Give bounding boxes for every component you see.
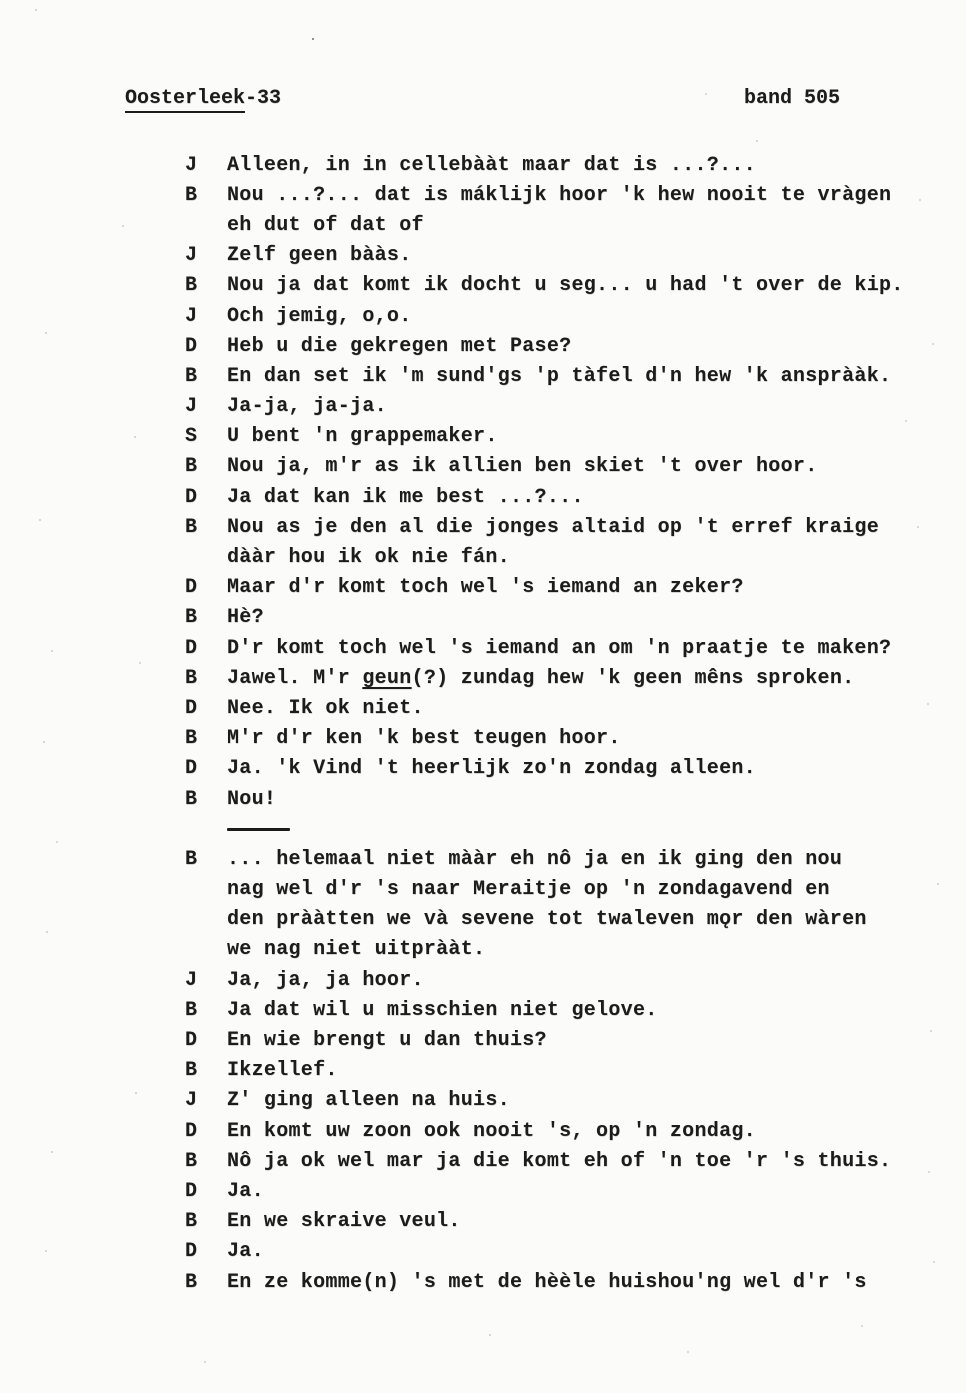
utterance-text: dààr hou ik ok nie fán. bbox=[227, 546, 510, 570]
page-title bbox=[125, 86, 281, 112]
utterance-text: D'r komt toch wel 's iemand an om 'n praatje te maken? bbox=[227, 636, 892, 660]
speaker-label: B bbox=[185, 1210, 198, 1234]
speaker-label: J bbox=[185, 968, 198, 992]
utterance-text: Nee. Ik ok niet. bbox=[227, 696, 424, 720]
transcript-row bbox=[0, 361, 966, 391]
transcript-row bbox=[0, 1267, 966, 1297]
speaker-label: D bbox=[185, 696, 198, 720]
speaker-label: D bbox=[185, 757, 198, 781]
transcript-row bbox=[0, 935, 966, 965]
utterance-text: Maar d'r komt toch wel 's iemand an zeker? bbox=[227, 576, 744, 600]
utterance-text: Ja. bbox=[227, 1179, 264, 1203]
transcript-row bbox=[0, 1207, 966, 1237]
transcript-row bbox=[0, 512, 966, 542]
speaker-label: D bbox=[185, 485, 198, 509]
speaker-label: B bbox=[185, 183, 198, 207]
speaker-label: B bbox=[185, 787, 198, 811]
transcript-row bbox=[0, 784, 966, 814]
utterance-text: we nag niet uitprààt. bbox=[227, 938, 486, 962]
speaker-label: B bbox=[185, 274, 198, 298]
utterance-text: Ja dat wil u misschien niet gelove. bbox=[227, 998, 658, 1022]
transcript-row bbox=[0, 392, 966, 422]
utterance-text: nag wel d'r 's naar Meraitje op 'n zondagavend en bbox=[227, 878, 830, 902]
band-number: band 505 bbox=[744, 87, 841, 110]
section-divider bbox=[227, 828, 290, 831]
transcript-row bbox=[0, 331, 966, 361]
transcript-row bbox=[0, 905, 966, 935]
utterance-text: Heb u die gekregen met Pase? bbox=[227, 334, 572, 358]
transcript-row bbox=[0, 241, 966, 271]
transcript-row bbox=[0, 754, 966, 784]
speaker-label: B bbox=[185, 364, 198, 388]
utterance-text: Ja, ja, ja hoor. bbox=[227, 968, 424, 992]
speaker-label: J bbox=[185, 153, 198, 177]
transcript-row bbox=[0, 210, 966, 240]
utterance-text: Och jemig, o,o. bbox=[227, 304, 412, 328]
speaker-label: S bbox=[185, 425, 198, 449]
section-divider-row bbox=[0, 814, 966, 844]
transcript-row bbox=[0, 1116, 966, 1146]
utterance-text: Nou! bbox=[227, 787, 277, 811]
speaker-label: B bbox=[185, 847, 198, 871]
speaker-label: D bbox=[185, 1119, 198, 1143]
speaker-label: B bbox=[185, 455, 198, 479]
utterance-text: Nou ja, m'r as ik allien ben skiet 't over hoor. bbox=[227, 455, 818, 479]
utterance-text: Nou ja dat komt ik docht u seg... u had 't over de kip. bbox=[227, 274, 904, 298]
transcript-row bbox=[0, 542, 966, 572]
utterance-text: Nou as je den al die jonges altaid op 't erref kraige bbox=[227, 515, 880, 539]
transcript-row bbox=[0, 1025, 966, 1055]
transcript-row bbox=[0, 844, 966, 874]
utterance-text: Alleen, in in cellebààt maar dat is ...?... bbox=[227, 153, 756, 177]
utterance-text: Zelf geen bààs. bbox=[227, 244, 412, 268]
speaker-label: B bbox=[185, 515, 198, 539]
speaker-label: B bbox=[185, 1270, 198, 1294]
speaker-label: D bbox=[185, 636, 198, 660]
transcript-row bbox=[0, 603, 966, 633]
speaker-label: D bbox=[185, 1029, 198, 1053]
utterance-text: eh dut of dat of bbox=[227, 213, 424, 237]
transcript-row bbox=[0, 422, 966, 452]
transcript-row bbox=[0, 573, 966, 603]
transcript-row bbox=[0, 633, 966, 663]
page-title-main: Oosterleek bbox=[125, 87, 245, 113]
utterance-text: En we skraive veul. bbox=[227, 1210, 461, 1234]
speaker-label: B bbox=[185, 727, 198, 751]
utterance-text: M'r d'r ken 'k best teugen hoor. bbox=[227, 727, 621, 751]
utterance-text: Ikzellef. bbox=[227, 1059, 338, 1083]
speaker-label: J bbox=[185, 304, 198, 328]
transcript-row bbox=[0, 995, 966, 1025]
transcript-row bbox=[0, 875, 966, 905]
speaker-label: B bbox=[185, 606, 198, 630]
utterance-text bbox=[227, 667, 966, 690]
utterance-text: Ja. 'k Vind 't heerlijk zo'n zondag alleen. bbox=[227, 757, 756, 781]
transcript-row bbox=[0, 1176, 966, 1206]
transcript-row bbox=[0, 271, 966, 301]
utterance-segment: (?) zundag hew 'k geen mêns sproken. bbox=[411, 666, 855, 690]
transcript-row bbox=[0, 452, 966, 482]
speaker-label: D bbox=[185, 576, 198, 600]
transcript-row bbox=[0, 1086, 966, 1116]
transcript-row bbox=[0, 1237, 966, 1267]
transcript-row bbox=[0, 1056, 966, 1086]
transcript-row bbox=[0, 724, 966, 754]
transcript bbox=[0, 150, 966, 1297]
transcript-row bbox=[0, 1146, 966, 1176]
utterance-segment: Jawel. M'r bbox=[227, 666, 363, 690]
transcript-row bbox=[0, 663, 966, 693]
transcript-row bbox=[0, 482, 966, 512]
speaker-label: D bbox=[185, 1179, 198, 1203]
speaker-label: B bbox=[185, 666, 198, 690]
utterance-text: Nou ...?... dat is máklijk hoor 'k hew nooit te vràgen bbox=[227, 183, 892, 207]
utterance-text: Nô ja ok wel mar ja die komt eh of 'n toe 'r 's thuis. bbox=[227, 1149, 892, 1173]
transcript-row bbox=[0, 150, 966, 180]
speaker-label: J bbox=[185, 395, 198, 419]
utterance-text: En ze komme(n) 's met de hèèle huishou'ng wel d'r 's bbox=[227, 1270, 867, 1294]
utterance-text: En komt uw zoon ook nooit 's, op 'n zondag. bbox=[227, 1119, 756, 1143]
speaker-label: D bbox=[185, 334, 198, 358]
transcript-row bbox=[0, 180, 966, 210]
page-title-suffix: -33 bbox=[245, 87, 282, 110]
utterance-text: den prààtten we và sevene tot twaleven mǫr den wàren bbox=[227, 908, 867, 932]
utterance-text: Ja. bbox=[227, 1240, 264, 1264]
speaker-label: D bbox=[185, 1240, 198, 1264]
underlined-word: geun bbox=[362, 666, 412, 690]
utterance-text: En wie brengt u dan thuis? bbox=[227, 1029, 547, 1053]
utterance-text: Ja-ja, ja-ja. bbox=[227, 395, 387, 419]
utterance-text: Ja dat kan ik me best ...?... bbox=[227, 485, 584, 509]
speaker-label: B bbox=[185, 998, 198, 1022]
speaker-label: J bbox=[185, 244, 198, 268]
utterance-text: U bent 'n grappemaker. bbox=[227, 425, 498, 449]
transcript-row bbox=[0, 693, 966, 723]
utterance-text: En dan set ik 'm sund'gs 'p tàfel d'n hew 'k ansprààk. bbox=[227, 364, 892, 388]
utterance-text: ... helemaal niet mààr eh nô ja en ik ging den nou bbox=[227, 847, 843, 871]
transcript-row bbox=[0, 965, 966, 995]
speaker-label: B bbox=[185, 1059, 198, 1083]
utterance-text: Hè? bbox=[227, 606, 264, 630]
transcript-row bbox=[0, 301, 966, 331]
utterance-text: Z' ging alleen na huis. bbox=[227, 1089, 510, 1113]
speaker-label: B bbox=[185, 1149, 198, 1173]
speaker-label: J bbox=[185, 1089, 198, 1113]
